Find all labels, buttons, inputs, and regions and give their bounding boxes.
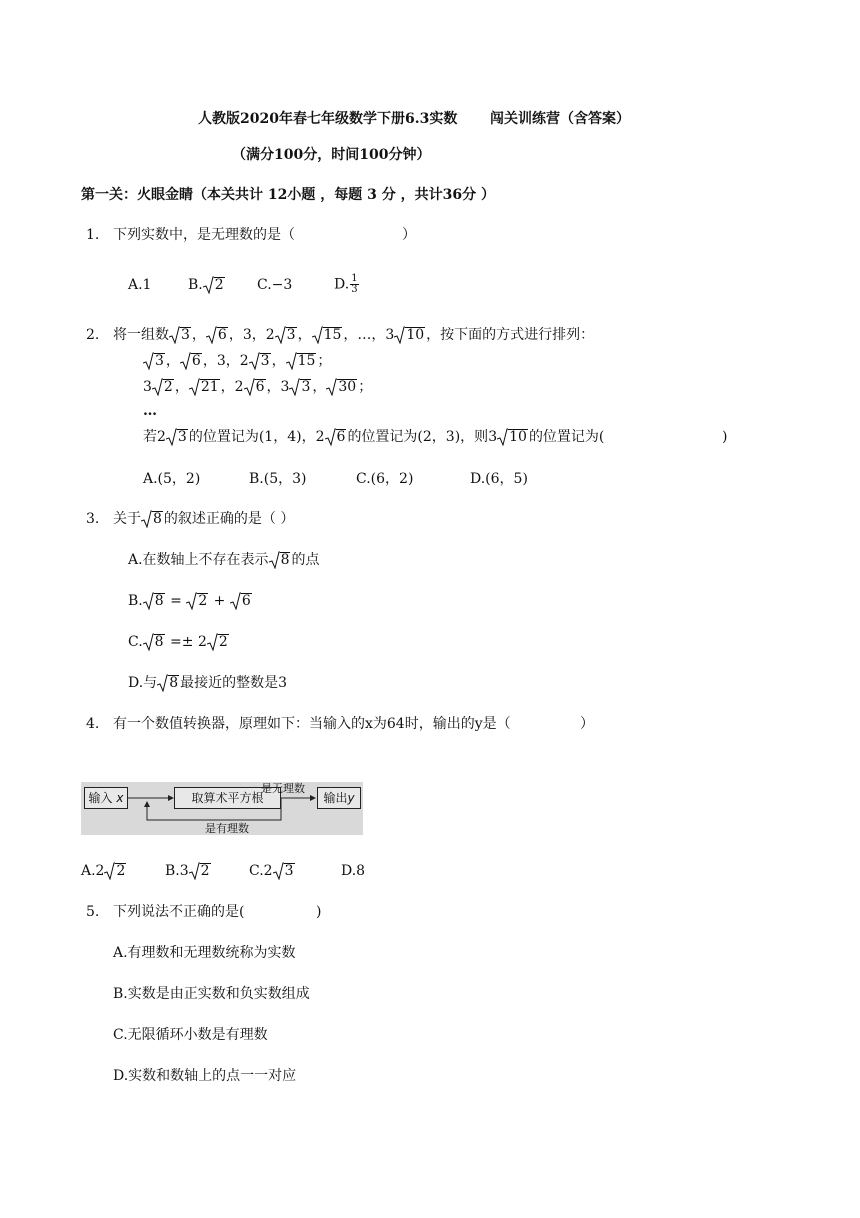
option-b: B. 2 — [188, 277, 224, 293]
fraction: $\frac{1}{3}$ — [351, 273, 358, 295]
answer-paren-close: ) — [316, 904, 322, 920]
answer-paren-close: ) — [722, 429, 728, 445]
option-a: A.1 — [128, 277, 152, 293]
rational-label: 是有理数 — [205, 822, 249, 835]
option-d: D.8 — [341, 863, 366, 879]
question-stem: 有一个数值转换器，原理如下：当输入的x为64时，输出的y是（ — [113, 716, 511, 732]
arrangement-row-1: 3 ， 6 ，3，2 3 ， 15 ； — [143, 352, 331, 370]
option-a: A.2 2 — [81, 863, 126, 879]
subtitle: （满分100分，时间100分钟） — [232, 147, 431, 163]
option-b: B.(5，3) — [249, 471, 307, 487]
answer-paren-close: ） — [402, 227, 416, 243]
title-right: 闯关训练营（含答案） — [490, 111, 630, 127]
option-d: D. $\frac{1}{3}$ — [334, 273, 358, 295]
output-box: 输出y — [317, 787, 361, 809]
option-d: D.(6，5) — [470, 471, 528, 487]
arrangement-row-2: 3 2 ， 21 ，2 6 ，3 3 ， 30 ； — [143, 379, 373, 395]
input-box: 输入 x — [84, 787, 128, 809]
position-condition: 若2 3 的位置记为(1，4)，2 6 的位置记为(2，3)，则3 10 的位置记为( — [143, 429, 605, 445]
option-b: B.实数是由正实数和负实数组成 — [113, 986, 310, 1002]
title-left: 人教版2020年春七年级数学下册6.3实数 — [198, 111, 458, 127]
question-stem: 下列实数中，是无理数的是（ — [113, 227, 295, 243]
option-c: C.2 3 — [249, 863, 294, 879]
question-number: 1. — [86, 227, 100, 243]
option-a: A.有理数和无理数统称为实数 — [113, 945, 296, 961]
question-stem: 将一组数 3 ， 6 ，3，2 3 ， 15 ，…，3 10 ，按下面的方式进行排列： — [113, 327, 595, 343]
option-a: A.在数轴上不存在表示 8 的点 — [128, 552, 320, 568]
option-b: B. 8 = 2 + 6 — [128, 593, 251, 609]
question-stem: 关于 8 的叙述正确的是（ ） — [113, 511, 295, 527]
option-a: A.(5，2) — [143, 471, 201, 487]
question-number: 5. — [86, 904, 100, 920]
question-number: 3. — [86, 511, 100, 527]
question-number: 2. — [86, 327, 100, 343]
option-c: C.无限循环小数是有理数 — [113, 1027, 268, 1043]
answer-paren-close: ） — [580, 716, 594, 732]
ellipsis: … — [143, 403, 157, 419]
section-heading: 第一关：火眼金睛（本关共计 12小题 ，每题 3 分 ，共计36分 ） — [81, 187, 495, 203]
option-c: C.(6，2) — [356, 471, 414, 487]
question-stem: 下列说法不正确的是( — [113, 904, 245, 920]
sqrt-process-box: 取算术平方根 — [174, 787, 281, 809]
irrational-label: 是无理数 — [261, 782, 305, 795]
option-d: D.与 8 最接近的整数是3 — [128, 675, 288, 691]
option-c: C. 8 =± 2 2 — [128, 634, 228, 650]
option-c: C.−3 — [257, 277, 293, 293]
sqrt-symbol: 2 — [203, 276, 225, 294]
option-d: D.实数和数轴上的点一一对应 — [113, 1068, 297, 1084]
converter-diagram — [81, 782, 363, 835]
option-b: B.3 2 — [165, 863, 210, 879]
question-number: 4. — [86, 716, 100, 732]
